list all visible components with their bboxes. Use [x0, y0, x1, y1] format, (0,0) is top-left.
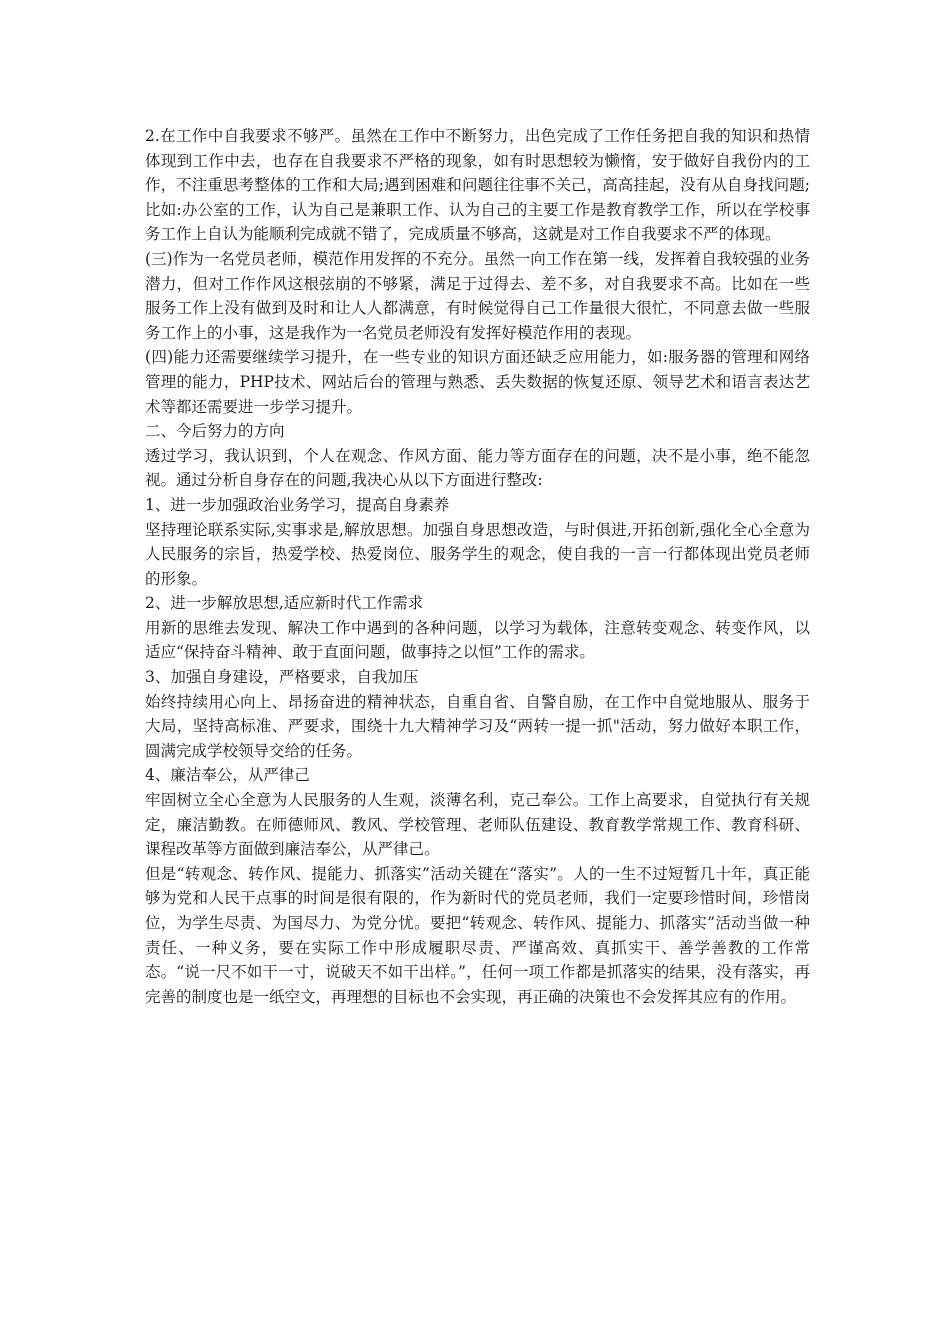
subheading-1: 1、进一步加强政治业务学习，提高自身素养 — [145, 495, 450, 514]
subheading-3: 3、加强自身建设，严格要求，自我加压 — [145, 668, 419, 687]
paragraph-4: 牢固树立全心全意为人民服务的人生观，淡薄名利，克己奉公。工作上高要求，自觉执行有关规定，廉洁勤教。在师德师风、教风、学校管理、老师队伍建设、教育教学常规工作、教育科研、课程改革等方面做到廉洁奉公，从严律己。 — [145, 791, 810, 859]
paragraph-2: 用新的思维去发现、解决工作中遇到的各种问题，以学习为载体，注意转变观念、转变作风，以适应“保持奋斗精神、敢于直面问题，做事持之以恒”工作的需求。 — [145, 618, 810, 662]
paragraph-ability-improvement: (四)能力还需要继续学习提升，在一些专业的知识方面还缺乏应用能力，如:服务器的管理和网络管理的能力，PHP技术、网站后台的管理与熟悉、丢失数据的恢复还原、领导艺术和语言表达艺术等都还需要进一步学习提升。 — [145, 348, 810, 416]
document-body — [145, 124, 810, 1009]
paragraph-party-member-role: (三)作为一名党员老师，模范作用发挥的不充分。虽然一向工作在第一线，发挥着自我较强的业务潜力，但对工作作风这根弦崩的不够紧，满足于过得去、差不多，对自我要求不高。比如在一些服务工作上没有做到及时和让人人都满意，有时候觉得自己工作量很大很忙，不同意去做一些服务工作上的小事，这是我作为一名党员老师没有发挥好模范作用的表现。 — [145, 249, 810, 342]
paragraph-self-requirement: 2.在工作中自我要求不够严。虽然在工作中不断努力，出色完成了工作任务把自我的知识和热情体现到工作中去，也存在自我要求不严格的现象，如有时思想较为懒惰，安于做好自我份内的工作，不注重思考整体的工作和大局;遇到困难和问题往往事不关己，高高挂起，没有从自身找问题;比如:办公室的工作，认为自己是兼职工作、认为自己的主要工作是教育教学工作，所以在学校事务工作上自认为能顺利完成就不错了，完成质量不够高，这就是对工作自我要求不严的体现。 — [145, 127, 810, 244]
paragraph-3: 始终持续用心向上、昂扬奋进的精神状态，自重自省、自警自励，在工作中自觉地服从、服务于大局，坚持高标准、严要求，围绕十九大精神学习及“两转一提一抓"活动，努力做好本职工作，圆满完成学校领导交给的任务。 — [145, 692, 810, 760]
paragraph-1: 坚持理论联系实际,实事求是,解放思想。加强自身思想改造，与时俱进,开拓创新,强化全心全意为人民服务的宗旨，热爱学校、热爱岗位、服务学生的观念，使自我的一言一行都体现出党员老师的形象。 — [145, 520, 810, 588]
subheading-2: 2、进一步解放思想,适应新时代工作需求 — [145, 594, 424, 613]
section-heading-future-direction: 二、今后努力的方向 — [145, 422, 285, 441]
paragraph-introduction: 透过学习，我认识到，个人在观念、作风方面、能力等方面存在的问题，决不是小事，绝不能忽视。通过分析自身存在的问题,我决心从以下方面进行整改: — [145, 446, 810, 490]
subheading-4: 4、廉洁奉公，从严律己 — [145, 766, 310, 785]
paragraph-conclusion: 但是“转观念、转作风、提能力、抓落实”活动关键在“落实”。人的一生不过短暂几十年，真正能够为党和人民干点事的时间是很有限的，作为新时代的党员老师，我们一定要珍惜时间，珍惜岗位，为学生尽责、为国尽力、为党分忧。要把“转观念、转作风、提能力、抓落实”活动当做一种责任、一种义务，要在实际工作中形成履职尽责、严谨高效、真抓实干、善学善教的工作常态。“说一尺不如干一寸，说破天不如干出样。”，任何一项工作都是抓落实的结果，没有落实，再完善的制度也是一纸空文，再理想的目标也不会实现，再正确的决策也不会发挥其应有的作用。 — [145, 864, 810, 1006]
